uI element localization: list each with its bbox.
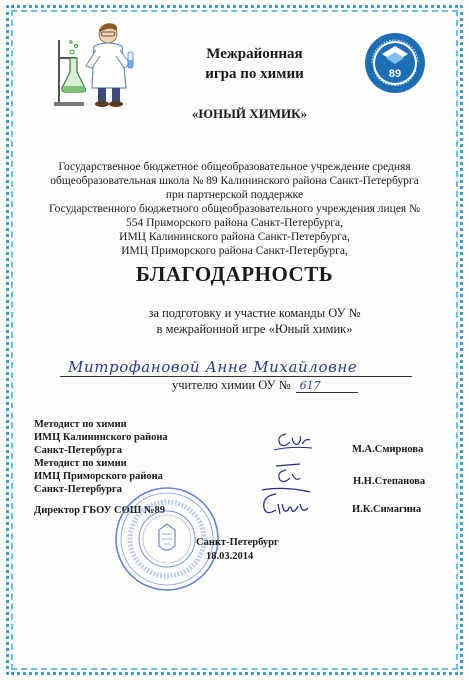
intro-line: ИМЦ Приморского района Санкт-Петербурга, bbox=[121, 245, 348, 257]
intro-line: ИМЦ Калининского района Санкт-Петербурга, bbox=[119, 231, 350, 243]
intro-line: Государственное бюджетное общеобразовательное учреждение средняя bbox=[58, 161, 411, 173]
signatory3-name: И.К.Симагина bbox=[352, 504, 422, 515]
signatory3-title: Директор ГБОУ СОШ №89 bbox=[34, 505, 165, 516]
school-logo bbox=[364, 32, 426, 94]
signatory2-name: Н.Н.Степанова bbox=[353, 476, 426, 487]
chemist-illustration bbox=[52, 18, 140, 110]
document-heading: БЛАГОДАРНОСТЬ bbox=[135, 262, 334, 286]
school-number-underline bbox=[296, 392, 358, 393]
intro-line: Государственного бюджетного общеобразовательного учреждения лицея № bbox=[48, 203, 421, 215]
reason-line2: в межрайонной игре «Юный химик» bbox=[156, 322, 353, 336]
logo-number: 89 bbox=[388, 68, 402, 80]
signatory1-line2: ИМЦ Калининского района bbox=[34, 432, 168, 443]
event-title-line1: Межрайонная bbox=[206, 46, 303, 62]
signature1 bbox=[272, 428, 314, 454]
signatory2-line2: ИМЦ Приморского района bbox=[34, 471, 163, 482]
recipient-name-handwritten: Митрофановой Анне Михайловне bbox=[68, 358, 358, 376]
event-title-line2: игра по химии bbox=[205, 66, 304, 82]
footer-date: 18.03.2014 bbox=[206, 551, 254, 562]
intro-line: при партнерской поддержке bbox=[165, 189, 304, 201]
signature2 bbox=[270, 460, 312, 488]
intro-line: 554 Приморского района Санкт-Петербурга, bbox=[125, 217, 344, 229]
signatory1-title bbox=[34, 418, 168, 457]
signatory1-line1: Методист по химии bbox=[34, 419, 127, 430]
signature3 bbox=[256, 486, 314, 522]
reason-line1: за подготовку и участие команды ОУ № bbox=[148, 306, 361, 320]
signatory2-line3: Санкт-Петербурга bbox=[34, 484, 123, 495]
teacher-school-number-handwritten: 617 bbox=[299, 379, 321, 392]
recipient-underline bbox=[60, 376, 412, 377]
footer-city: Санкт-Петербург bbox=[196, 537, 279, 548]
event-name: «ЮНЫЙ ХИМИК» bbox=[191, 106, 308, 121]
signatory1-line3: Санкт-Петербурга bbox=[34, 445, 123, 456]
teacher-role-row bbox=[172, 378, 321, 393]
intro-line: общеобразовательная школа № 89 Калининского района Санкт-Петербурга bbox=[50, 175, 419, 187]
signatory1-name: М.А.Смирнова bbox=[352, 444, 424, 455]
teacher-role: учителю химии ОУ № bbox=[172, 378, 291, 392]
signatory2-line1: Методист по химии bbox=[34, 458, 127, 469]
